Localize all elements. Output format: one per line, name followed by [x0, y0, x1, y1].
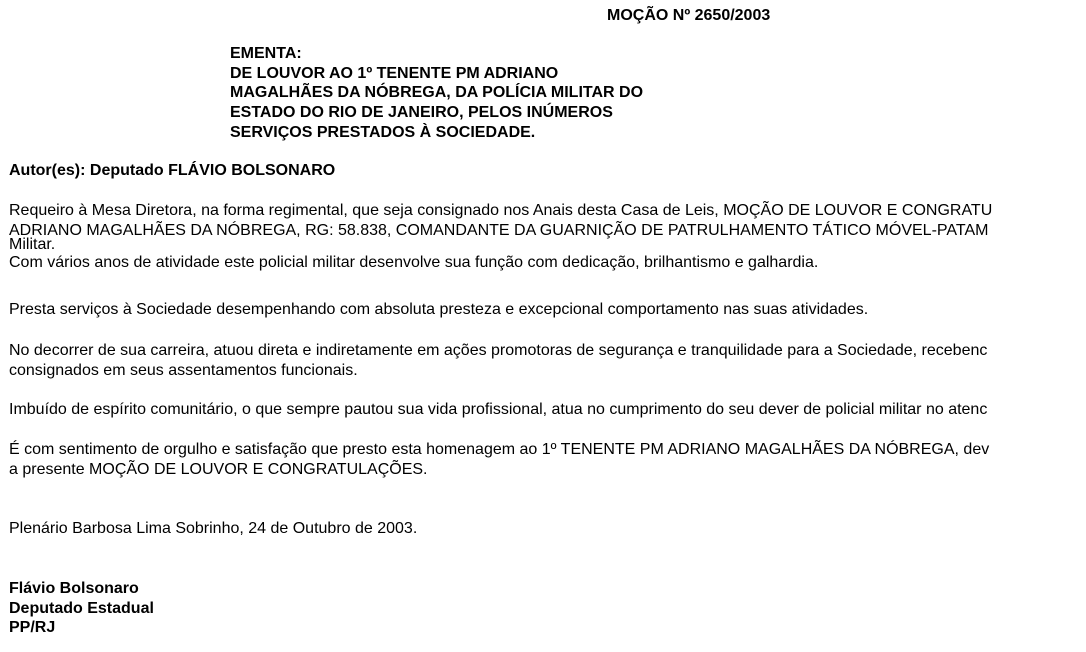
ementa-block: [230, 44, 643, 143]
paragraph-line: Presta serviços à Sociedade desempenhando com absoluta presteza e excepcional comportamento nas suas atividades.: [9, 301, 869, 318]
paragraph-line: Com vários anos de atividade este policial militar desenvolve sua função com dedicação, brilhantismo e galhardia.: [9, 253, 819, 271]
paragraph-community: [9, 400, 987, 420]
ementa-label: EMENTA:: [230, 45, 302, 62]
paragraph-line: Imbuído de espírito comunitário, o que sempre pautou sua vida profissional, atua no cumprimento do seu dever de policial militar no atenc: [9, 401, 988, 418]
signature-name: Flávio Bolsonaro: [9, 580, 139, 597]
paragraph-homage: [9, 440, 989, 479]
paragraph-line: a presente MOÇÃO DE LOUVOR E CONGRATULAÇÕES.: [9, 460, 428, 478]
signature-block: [9, 579, 154, 638]
paragraph-line: No decorrer de sua carreira, atuou direta e indiretamente em ações promotoras de segurança e tranquilidade para a Sociedade, recebenc: [9, 342, 988, 359]
ementa-line: SERVIÇOS PRESTADOS À SOCIEDADE.: [230, 123, 536, 141]
paragraph-request: [9, 201, 992, 272]
paragraph-line: consignados em seus assentamentos funcionais.: [9, 361, 358, 379]
signature-party: PP/RJ: [9, 619, 56, 636]
signature-role: Deputado Estadual: [9, 599, 154, 617]
paragraph-line: Requeiro à Mesa Diretora, na forma regimental, que seja consignado nos Anais desta Casa de Leis, MOÇÃO DE LOUVOR E CONGRATU: [9, 202, 993, 219]
ementa-line: DE LOUVOR AO 1º TENENTE PM ADRIANO: [230, 64, 559, 82]
paragraph-career: [9, 341, 987, 380]
paragraph-services: [9, 300, 868, 320]
motion-title: MOÇÃO Nº 2650/2003: [607, 7, 771, 24]
place-date: Plenário Barbosa Lima Sobrinho, 24 de Outubro de 2003.: [9, 520, 418, 537]
paragraph-line: É com sentimento de orgulho e satisfação que presto esta homenagem ao 1º TENENTE PM ADRIANO MAGALHÃES DA NÓBREGA, dev: [9, 441, 990, 458]
paragraph-line: ADRIANO MAGALHÃES DA NÓBREGA, RG: 58.838, COMANDANTE DA GUARNIÇÃO DE PATRULHAMENTO TÁTICO MÓVEL-PATAM: [9, 221, 989, 239]
ementa-line: MAGALHÃES DA NÓBREGA, DA POLÍCIA MILITAR DO: [230, 84, 644, 102]
author-line: Autor(es): Deputado FLÁVIO BOLSONARO: [9, 162, 336, 179]
ementa-line: ESTADO DO RIO DE JANEIRO, PELOS INÚMEROS: [230, 104, 613, 122]
paragraph-line: Militar.: [9, 236, 56, 253]
